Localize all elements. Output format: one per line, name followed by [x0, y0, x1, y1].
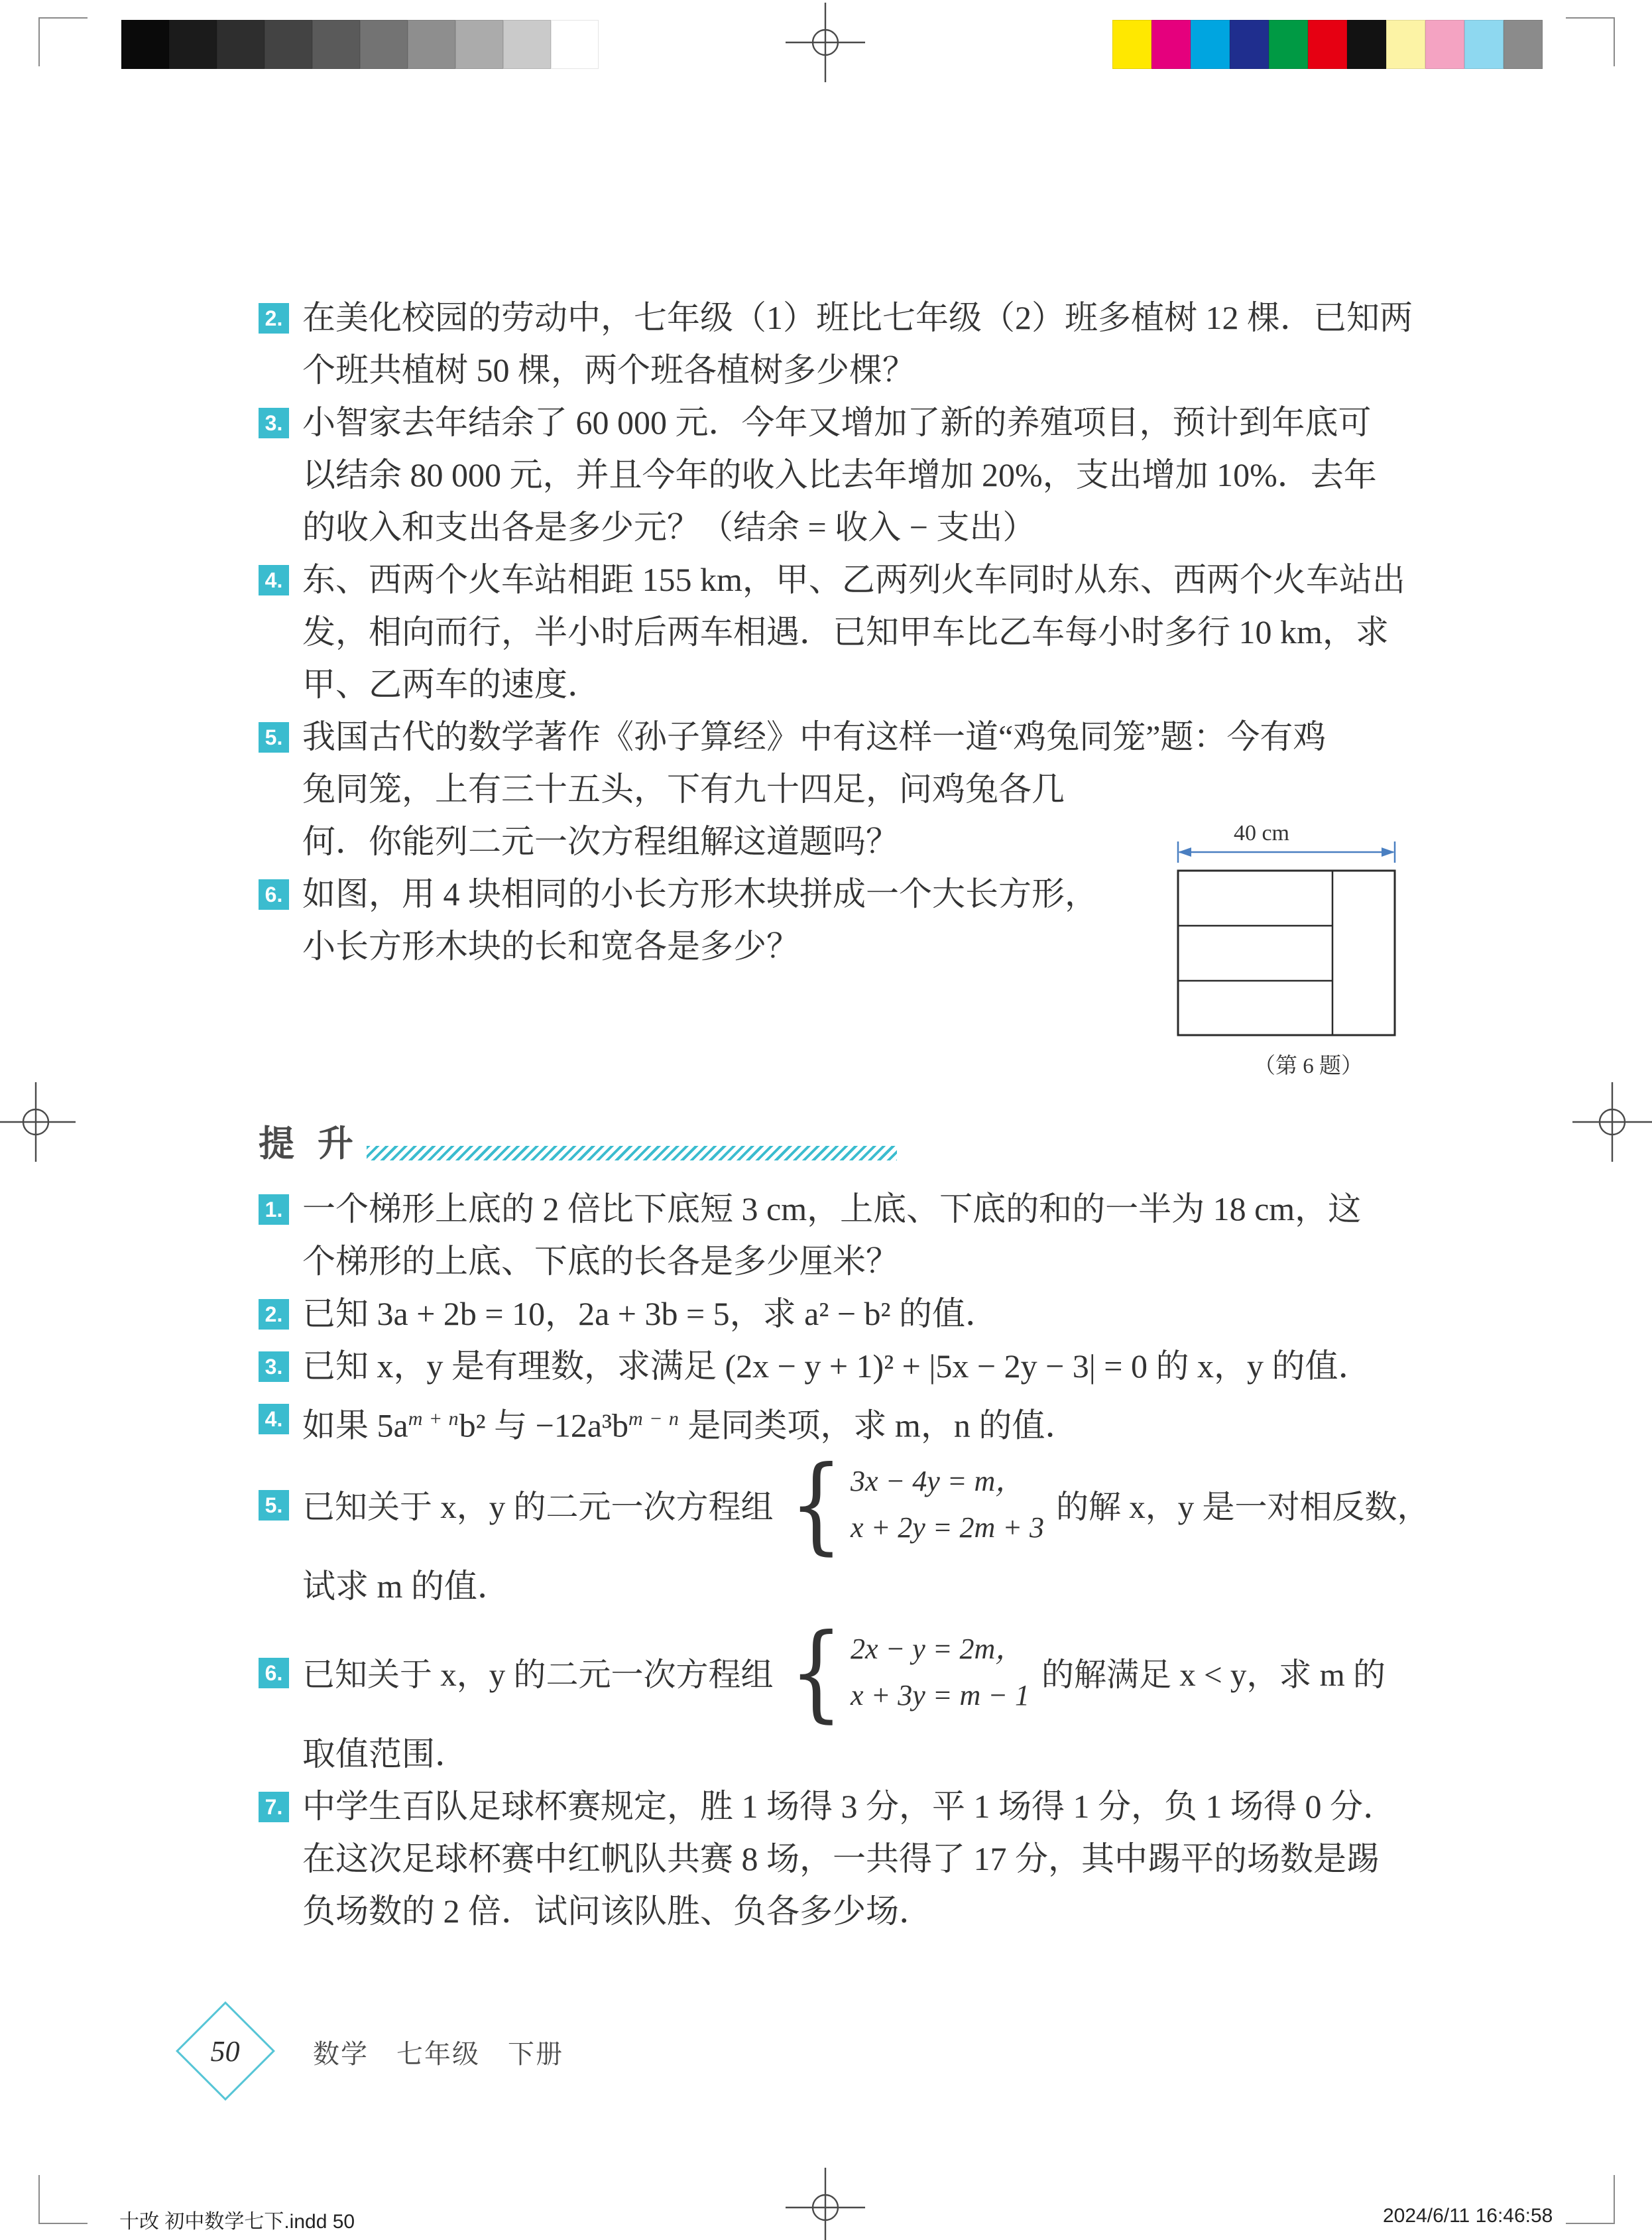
- print-color-swatch: [455, 20, 503, 69]
- formula-segment: b² 与 −12a³b: [459, 1406, 628, 1444]
- left-brace: {: [789, 1611, 843, 1733]
- hatch-decoration: [367, 1146, 897, 1160]
- boost-problem-6: [259, 1611, 1405, 1780]
- problem-number-badge: 2.: [259, 1299, 289, 1330]
- registration-crosshair-icon: [786, 2168, 865, 2240]
- print-color-swatch: [503, 20, 551, 69]
- registration-crosshair-icon: [1572, 1082, 1652, 1162]
- equation-system-row: [302, 1444, 1430, 1566]
- equation-1: 3x − 4y = m，: [851, 1465, 1025, 1497]
- equation-2: x + 3y = m − 1: [851, 1679, 1030, 1711]
- system-prefix: 已知关于 x，y 的二元一次方程组: [302, 1489, 774, 1525]
- equation-stack: [851, 1626, 1030, 1719]
- boost-problem-3: [259, 1340, 1405, 1393]
- problem-number-badge: 4.: [259, 1404, 289, 1434]
- problem-line: 何．你能列二元一次方程组解这道题吗？: [302, 823, 899, 860]
- registration-crosshair-icon: [0, 1082, 76, 1162]
- left-brace: {: [789, 1444, 843, 1566]
- corner-trim-mark: [38, 17, 88, 66]
- print-color-swatch: [1464, 20, 1504, 69]
- exponent: m − n: [628, 1408, 679, 1430]
- page-number: 50: [211, 2034, 240, 2068]
- print-color-swatch: [312, 20, 360, 69]
- color-calibration-strip: [1112, 20, 1543, 69]
- problem-line: 负场数的 2 倍．试问该队胜、负各多少场．: [302, 1893, 932, 1930]
- equation-1: 2x − y = 2m，: [851, 1633, 1025, 1665]
- system-suffix: 的解满足 x < y，求 m 的: [1041, 1656, 1386, 1693]
- page-content: [259, 292, 1430, 1938]
- problem-number-badge: 2.: [259, 303, 289, 334]
- boost-problem-2: [259, 1288, 1405, 1340]
- boost-section-title: 提 升: [259, 1124, 361, 1164]
- problem-line: 在美化校园的劳动中，七年级（1）班比七年级（2）班多植树 12 棵．已知两: [302, 299, 1413, 336]
- problem-line: 我国古代的数学著作《孙子算经》中有这样一道“鸡兔同笼”题：今有鸡: [302, 718, 1327, 755]
- problem-line: 取值范围．: [302, 1735, 468, 1773]
- problem-line: 在这次足球杯赛中红帆队共赛 8 场，一共得了 17 分，其中踢平的场数是踢: [302, 1840, 1380, 1877]
- equation-stack: [851, 1458, 1044, 1551]
- problem-number-badge: 4.: [259, 565, 289, 595]
- problem-line: 以结余 80 000 元，并且今年的收入比去年增加 20%，支出增加 10%．去年: [302, 456, 1377, 493]
- equation-2: x + 2y = 2m + 3: [851, 1511, 1044, 1544]
- problem-line: 已知 3a + 2b = 10，2a + 3b = 5，求 a² − b² 的值．: [302, 1295, 999, 1332]
- problem-line: 的收入和支出各是多少元？（结余 = 收入 − 支出）: [302, 509, 1036, 546]
- problem-line: 一个梯形上底的 2 倍比下底短 3 cm，上底、下底的和的一半为 18 cm，这: [302, 1190, 1362, 1227]
- print-color-swatch: [1269, 20, 1308, 69]
- print-color-swatch: [1112, 20, 1151, 69]
- print-color-swatch: [551, 20, 599, 69]
- formula-segment: 如果 5a: [302, 1406, 408, 1444]
- registration-crosshair-icon: [786, 3, 865, 82]
- exercise-problem-4: [259, 554, 1405, 711]
- print-color-swatch: [1347, 20, 1386, 69]
- problem-line: 中学生百队足球杯赛规定，胜 1 场得 3 分，平 1 场得 1 分，负 1 场得 0 分．: [302, 1788, 1396, 1825]
- corner-trim-mark: [38, 2175, 88, 2224]
- problem-line: 小智家去年结余了 60 000 元．今年又增加了新的养殖项目，预计到年底可: [302, 404, 1372, 441]
- problem-line: 发，相向而行，半小时后两车相遇．已知甲车比乙车每小时多行 10 km，求: [302, 613, 1389, 651]
- boost-problem-5: [259, 1444, 1430, 1613]
- problem-number-badge: 6.: [259, 1658, 289, 1688]
- boost-problem-7: [259, 1780, 1405, 1938]
- print-color-swatch: [1151, 20, 1191, 69]
- problem-line: 小长方形木块的长和宽各是多少？: [302, 928, 799, 965]
- formula-segment: 是同类项，求 m，n 的值．: [679, 1406, 1079, 1444]
- print-color-swatch: [121, 20, 169, 69]
- equation-system-row: [302, 1611, 1405, 1733]
- print-color-swatch: [1308, 20, 1347, 69]
- system-prefix: 已知关于 x，y 的二元一次方程组: [302, 1656, 774, 1693]
- grayscale-calibration-strip: [121, 20, 599, 69]
- system-suffix: 的解 x，y 是一对相反数，: [1055, 1489, 1430, 1525]
- problem-line: 如图，用 4 块相同的小长方形木块拼成一个大长方形，: [302, 875, 1098, 912]
- prepress-timestamp: 2024/6/11 16:46:58: [1383, 2205, 1553, 2227]
- book-title-footer: 数学 七年级 下册: [313, 2040, 563, 2069]
- print-color-swatch: [1191, 20, 1230, 69]
- problem-line: 个班共植树 50 棵，两个班各植树多少棵？: [302, 351, 915, 389]
- boost-problem-1: [259, 1183, 1405, 1288]
- problem-line: 已知 x，y 是有理数，求满足 (2x − y + 1)² + |5x − 2y − 3| = 0 的 x，y 的值．: [302, 1347, 1372, 1385]
- exponent: m + n: [408, 1408, 459, 1430]
- print-color-swatch: [360, 20, 408, 69]
- print-color-swatch: [1425, 20, 1464, 69]
- problem-number-badge: 3.: [259, 408, 289, 438]
- problem-number-badge: 7.: [259, 1792, 289, 1822]
- print-color-swatch: [1230, 20, 1269, 69]
- problem-line: 甲、乙两车的速度．: [302, 666, 601, 703]
- exercise-problem-3: [259, 397, 1405, 554]
- corner-trim-mark: [1566, 2175, 1615, 2224]
- boost-section-header: [259, 1121, 1405, 1167]
- page-number-diamond: [176, 2001, 275, 2101]
- print-color-swatch: [217, 20, 265, 69]
- problem-number-badge: 3.: [259, 1351, 289, 1382]
- figure-dimension-label: 40 cm: [1233, 821, 1290, 845]
- problem-line: 试求 m 的值．: [302, 1568, 510, 1605]
- problem-number-badge: 5.: [259, 722, 289, 753]
- print-color-swatch: [265, 20, 312, 69]
- figure-caption: （第 6 题）: [1254, 1054, 1363, 1078]
- exercise-problem-6: [259, 868, 1405, 973]
- prepress-filename: 十改 初中数学七下.indd 50: [119, 2211, 355, 2233]
- problem-line: 个梯形的上底、下底的长各是多少厘米？: [302, 1243, 899, 1280]
- corner-trim-mark: [1566, 17, 1615, 66]
- problem-number-badge: 5.: [259, 1490, 289, 1521]
- problem-line: 兔同笼，上有三十五头，下有九十四足，问鸡兔各几: [302, 771, 1065, 808]
- exercise-problem-5: [259, 711, 1405, 868]
- problem-number-badge: 6.: [259, 879, 289, 910]
- print-color-swatch: [1504, 20, 1543, 69]
- print-color-swatch: [1386, 20, 1425, 69]
- problem-line: [302, 1393, 1405, 1445]
- problem-line: 东、西两个火车站相距 155 km，甲、乙两列火车同时从东、西两个火车站出: [302, 561, 1405, 598]
- print-color-swatch: [169, 20, 217, 69]
- exercise-problem-2: [259, 292, 1413, 397]
- problem-number-badge: 1.: [259, 1194, 289, 1225]
- print-color-swatch: [408, 20, 455, 69]
- boost-problem-4: [259, 1393, 1405, 1445]
